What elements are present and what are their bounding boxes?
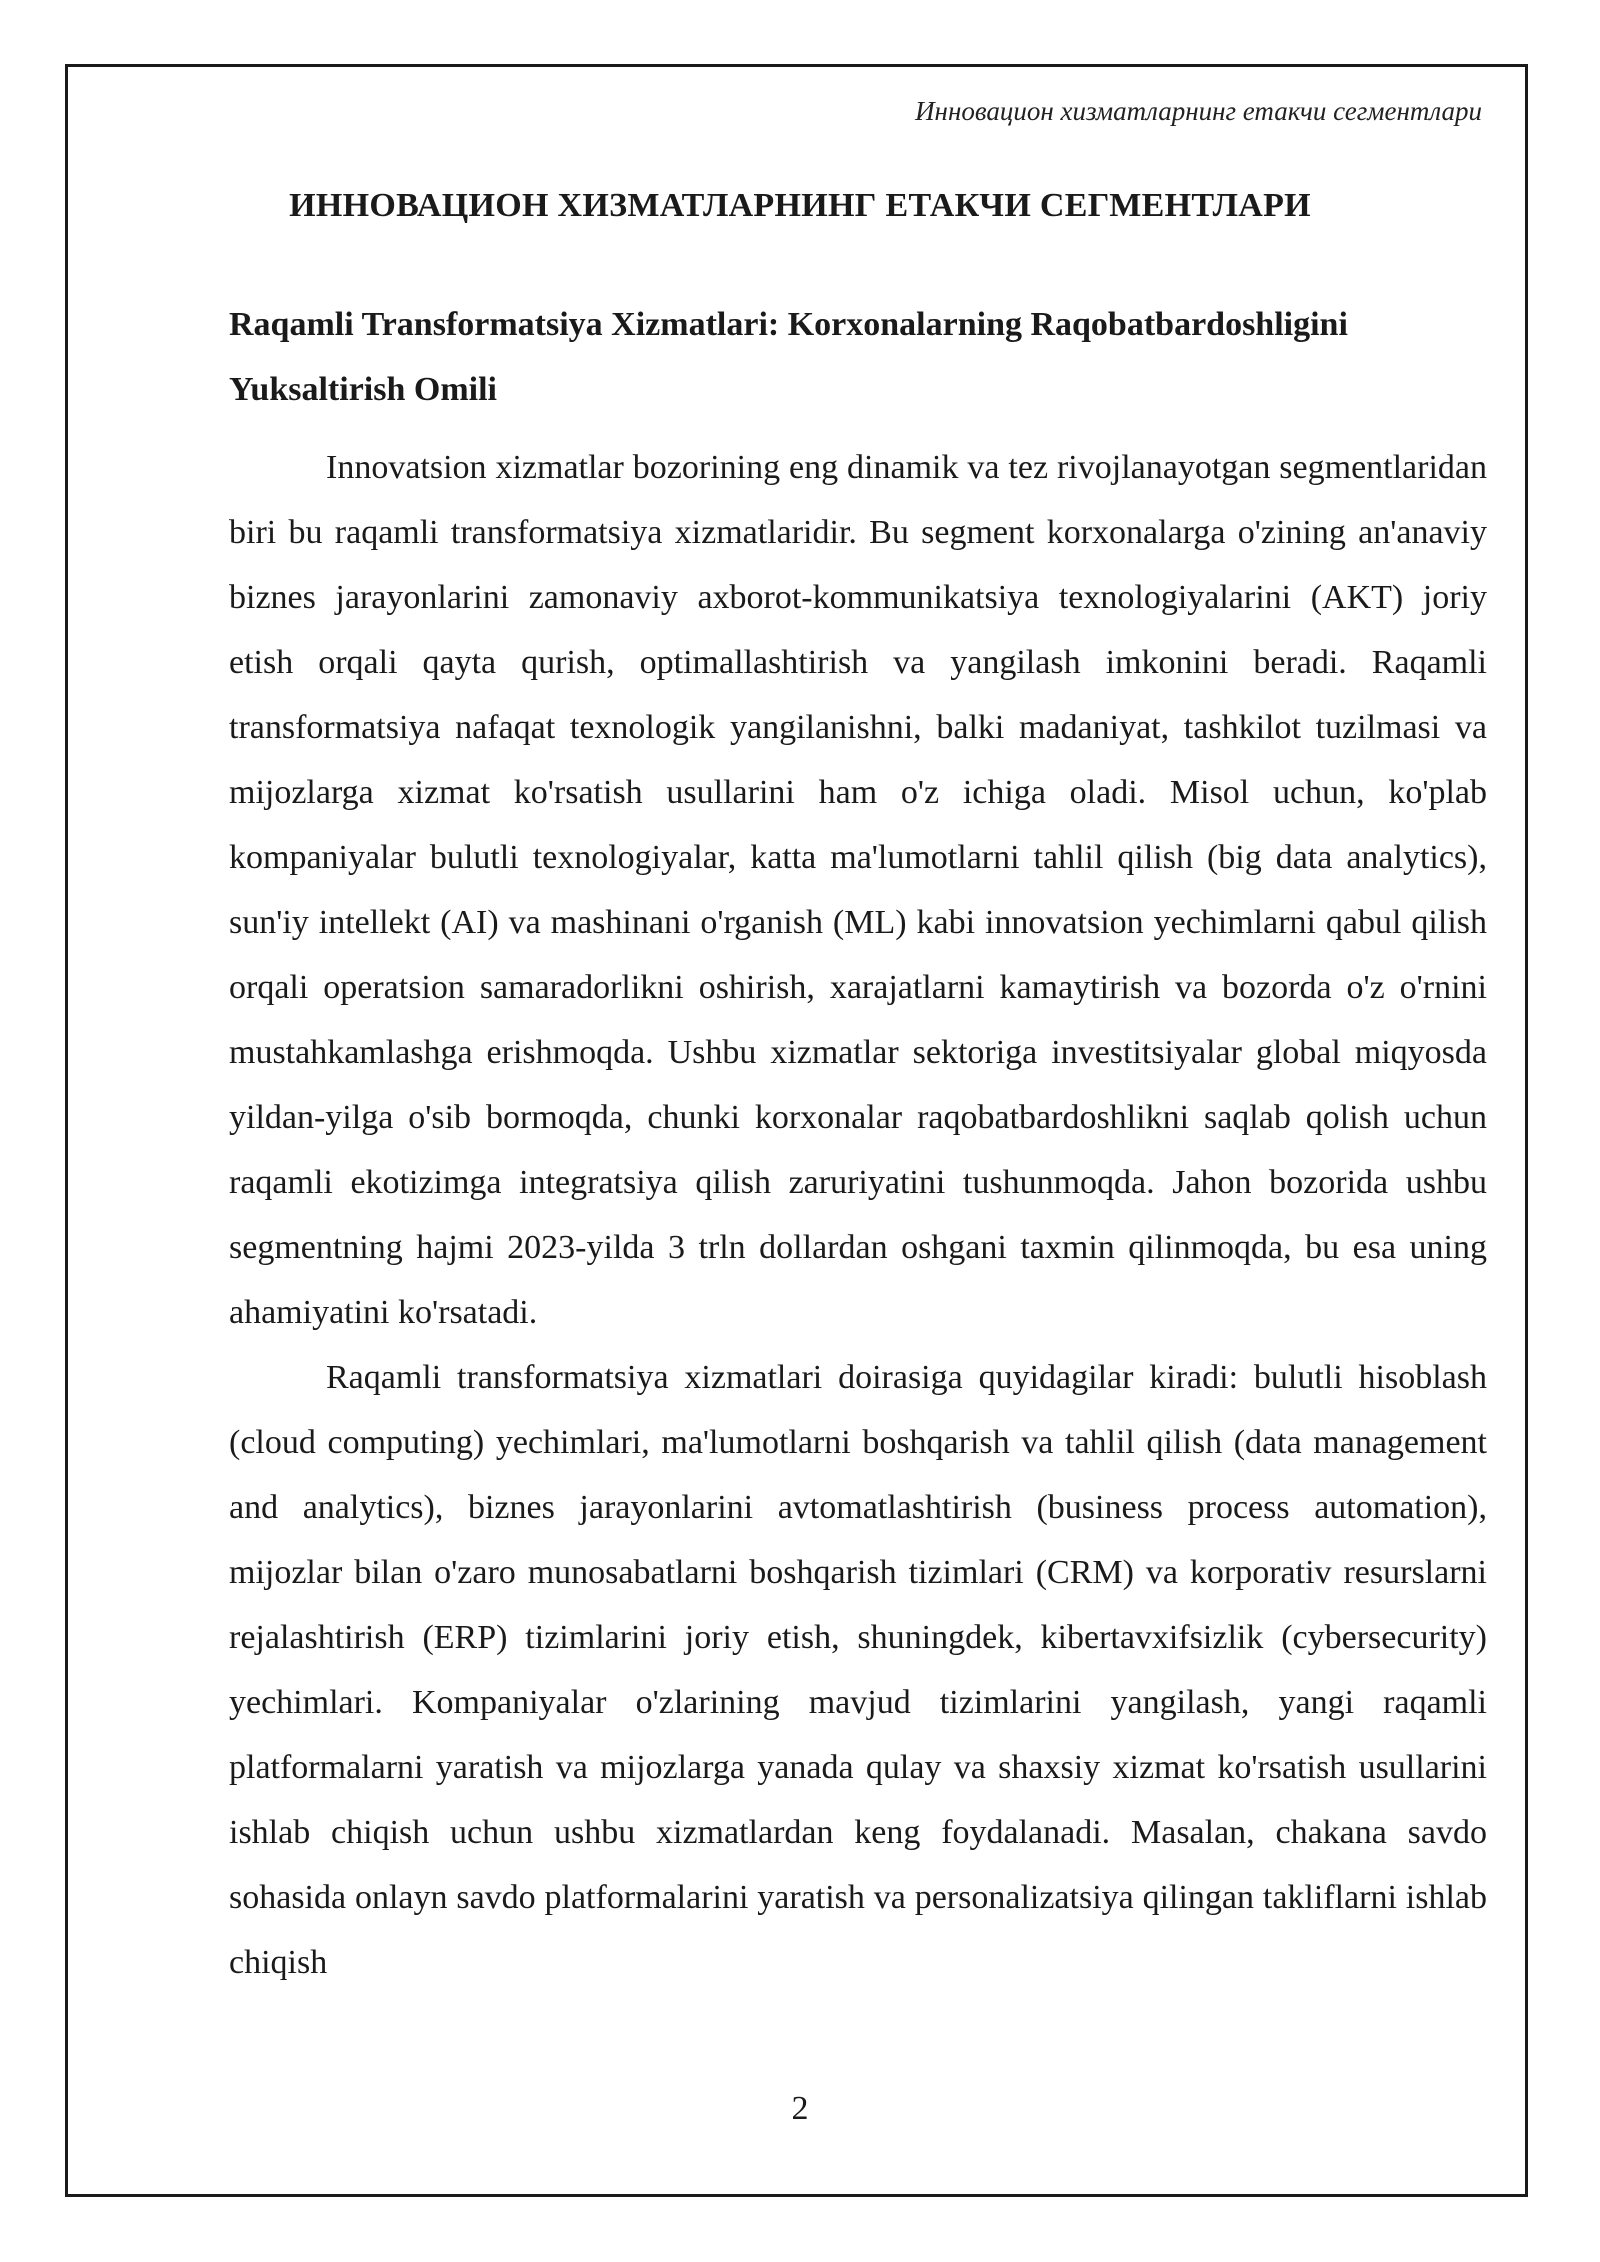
page-number: 2: [791, 2090, 809, 2127]
body-text: [229, 435, 1487, 1995]
document-title: ИННОВАЦИОН ХИЗМАТЛАРНИНГ ЕТАКЧИ СЕГМЕНТЛАРИ: [289, 187, 1311, 224]
paragraph: Raqamli transformatsiya xizmatlari doirasiga quyidagilar kiradi: bulutli hisoblash (cloud computing) yechimlari, ma'lumotlarni boshqarish va tahlil qilish (data management and analytics), biznes jarayonlarini avtomatlashtirish (business process automation), mijozlar bilan o'zaro munosabatlarni boshqarish tizimlari (CRM) va korporativ resurslarni rejalashtirish (ERP) tizimlarini joriy etish, shuningdek, kibertavxifsizlik (cybersecurity) yechimlari. Kompaniyalar o'zlarining mavjud tizimlarini yangilash, yangi raqamli platformalarni yaratish va mijozlarga yanada qulay va shaxsiy xizmat ko'rsatish usullarini ishlab chiqish uchun ushbu xizmatlardan keng foydalanadi. Masalan, chakana savdo sohasida onlayn savdo platformalarini yaratish va personalizatsiya qilingan takliflarni ishlab chiqish: [229, 1359, 1487, 1981]
running-header: Инновацион хизматларнинг етакчи сегментлари: [915, 96, 1482, 126]
section-heading: Raqamli Transformatsiya Xizmatlari: Korxonalarning Raqobatbardoshligini Yuksaltirish Omili: [229, 306, 1348, 408]
paragraph: Innovatsion xizmatlar bozorining eng dinamik va tez rivojlanayotgan segmentlaridan biri bu raqamli transformatsiya xizmatlaridir. Bu segment korxonalarga o'zining an'anaviy biznes jarayonlarini zamonaviy axborot-kommunikatsiya texnologiyalarini (AKT) joriy etish orqali qayta qurish, optimallashtirish va yangilash imkonini beradi. Raqamli transformatsiya nafaqat texnologik yangilanishni, balki madaniyat, tashkilot tuzilmasi va mijozlarga xizmat ko'rsatish usullarini ham o'z ichiga oladi. Misol uchun, ko'plab kompaniyalar bulutli texnologiyalar, katta ma'lumotlarni tahlil qilish (big data analytics), sun'iy intellekt (AI) va mashinani o'rganish (ML) kabi innovatsion yechimlarni qabul qilish orqali operatsion samaradorlikni oshirish, xarajatlarni kamaytirish va bozorda o'z o'rnini mustahkamlashga erishmoqda. Ushbu xizmatlar sektoriga investitsiyalar global miqyosda yildan-yilga o'sib bormoqda, chunki korxonalar raqobatbardoshlikni saqlab qolish uchun raqamli ekotizimga integratsiya qilish zaruriyatini tushunmoqda. Jahon bozorida ushbu segmentning hajmi 2023-yilda 3 trln dollardan oshgani taxmin qilinmoqda, bu esa uning ahamiyatini ko'rsatadi.: [229, 449, 1487, 1331]
